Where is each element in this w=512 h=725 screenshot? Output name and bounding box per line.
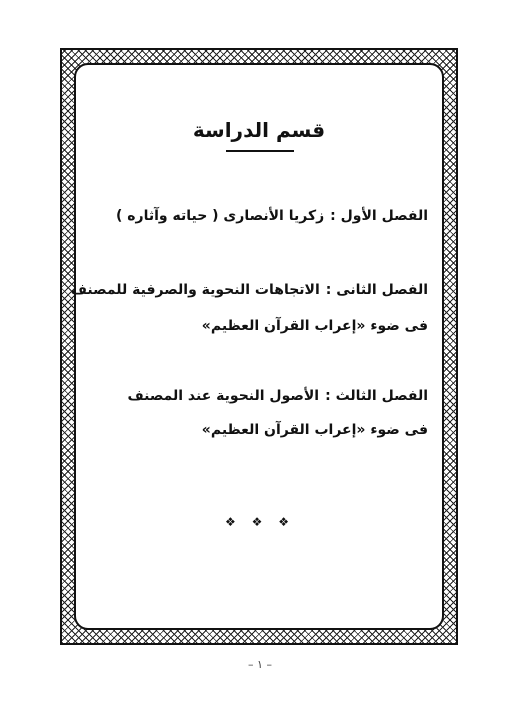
chapter-2-label: الفصل الثانى : (325, 282, 428, 298)
chapter-3-heading (88, 388, 428, 404)
content-panel (74, 63, 444, 630)
chapter-3-title: الأصول النحوية عند المصنف (127, 388, 320, 404)
title-underline (226, 150, 294, 152)
chapter-2-subtitle: فى ضوء «إعراب القرآن العظيم» (201, 318, 428, 334)
chapter-1-title: زكريا الأنصارى ( حياته وآثاره ) (115, 208, 325, 224)
chapter-2-heading (70, 282, 428, 298)
chapter-1-heading (88, 208, 428, 224)
chapter-1-label: الفصل الأول : (330, 208, 428, 224)
chapter-3-subtitle: فى ضوء «إعراب القرآن العظيم» (201, 422, 428, 438)
section-title: قسم الدراسة (192, 118, 326, 142)
ornament-divider: ❖ ❖ ❖ (225, 515, 295, 529)
page-number: – ١ – (248, 658, 272, 671)
chapter-2-title: الاتجاهات النحوية والصرفية للمصنف (70, 282, 320, 298)
chapter-3-label: الفصل الثالث : (325, 388, 428, 404)
